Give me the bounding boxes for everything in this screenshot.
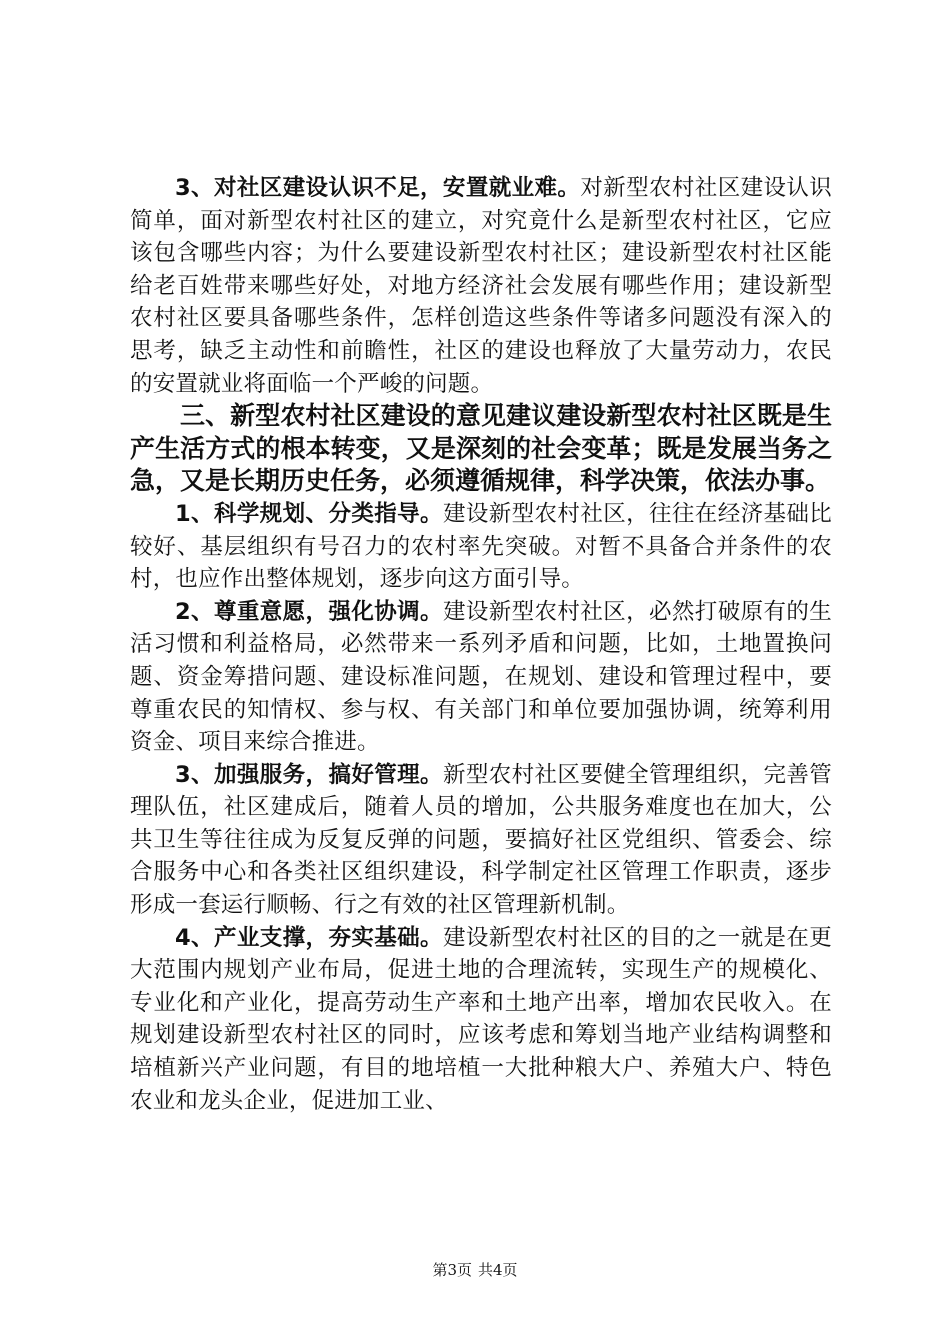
paragraph-heading: 2、尊重意愿，强化协调。 (175, 598, 443, 625)
paragraph-text: 建设新型农村社区，往往在经济基础比较好、基层组织有号召力的农村率先突破。对暂不具备合并条件的农村，也应作出整体规划，逐步向这方面引导。 (130, 500, 832, 593)
paragraph-heading: 4、产业支撑，夯实基础。 (175, 924, 443, 951)
paragraph-text: 建设新型农村社区，必然打破原有的生活习惯和利益格局，必然带来一系列矛盾和问题，比如，土地置换问题、资金筹措问题、建设标准问题，在规划、建设和管理过程中，要尊重农民的知情权、参与权、有关部门和单位要加强协调，统筹利用资金、项目来综合推进。 (130, 598, 832, 756)
paragraph-text: 建设新型农村社区的目的之一就是在更大范围内规划产业布局，促进土地的合理流转，实现生产的规模化、专业化和产业化，提高劳动生产率和土地产出率，增加农民收入。在规划建设新型农村社区的同时，应该考虑和筹划当地产业结构调整和培植新兴产业问题，有目的地培植一大批种粮大户、养殖大户、特色农业和龙头企业，促进加工业、 (130, 924, 832, 1114)
paragraph-issue-3 (130, 172, 832, 400)
page-footer (0, 1260, 950, 1280)
paragraph-heading: 3、对社区建设认识不足，安置就业难。 (175, 175, 581, 201)
paragraph-heading: 3、加强服务，搞好管理。 (175, 761, 443, 788)
paragraph-text: 对新型农村社区建设认识简单，面对新型农村社区的建立，对究竟什么是新型农村社区，它应该包含哪些内容；为什么要建设新型农村社区；建设新型农村社区能给老百姓带来哪些好处，对地方经济社会发展有哪些作用；建设新型农村社区要具备哪些条件，怎样创造这些条件等诸多问题没有深入的思考，缺乏主动性和前瞻性，社区的建设也释放了大量劳动力，农民的安置就业将面临一个严峻的问题。 (130, 175, 832, 397)
page-total: 共4页 (478, 1261, 518, 1279)
paragraph-suggestion-4 (130, 922, 832, 1118)
paragraph-suggestion-1 (130, 498, 832, 596)
paragraph-suggestion-2 (130, 596, 832, 759)
section-heading-suggestions: 三、新型农村社区建设的意见建议建设新型农村社区既是生产生活方式的根本转变，又是深刻的社会变革；既是发展当务之急，又是长期历史任务，必须遵循规律，科学决策，依法办事。 (130, 401, 832, 496)
paragraph-text: 新型农村社区要健全管理组织，完善管理队伍，社区建成后，随着人员的增加，公共服务难度也在加大，公共卫生等往往成为反复反弹的问题，要搞好社区党组织、管委会、综合服务中心和各类社区组织建设，科学制定社区管理工作职责，逐步形成一套运行顺畅、行之有效的社区管理新机制。 (130, 761, 832, 919)
page-number: 第3页 (432, 1261, 472, 1279)
paragraph-suggestion-3 (130, 759, 832, 922)
document-body (130, 172, 832, 1117)
paragraph-heading: 1、科学规划、分类指导。 (175, 500, 443, 527)
